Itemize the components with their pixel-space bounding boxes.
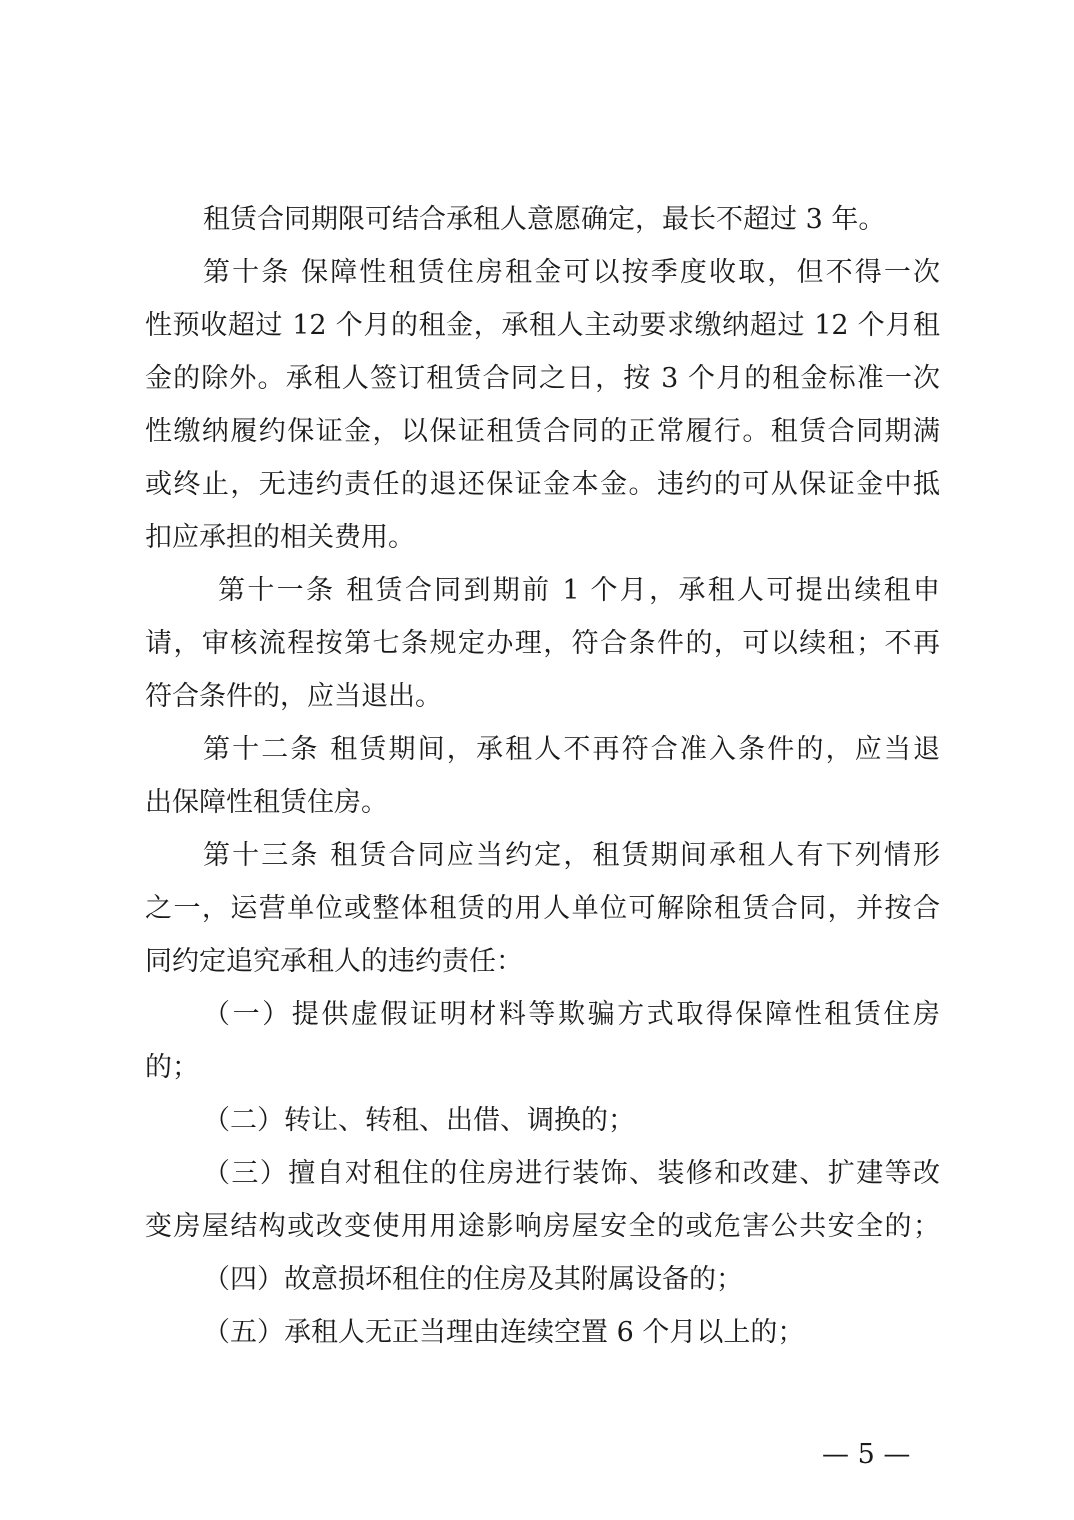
text-line: 第十条 保障性租赁住房租金可以按季度收取，但不得一次 — [203, 257, 940, 288]
text-line: 性缴纳履约保证金，以保证租赁合同的正常履行。租赁合同期满 — [145, 416, 940, 447]
text-line: 请，审核流程按第七条规定办理，符合条件的，可以续租；不再 — [145, 628, 940, 659]
text-line: 符合条件的，应当退出。 — [145, 681, 442, 712]
text-line: （五）承租人无正当理由连续空置 6 个月以上的； — [203, 1317, 805, 1348]
text-line: 出保障性租赁住房。 — [145, 787, 388, 818]
text-line: 之一，运营单位或整体租赁的用人单位可解除租赁合同，并按合 — [145, 893, 940, 924]
text-line: （三）擅自对租住的住房进行装饰、装修和改建、扩建等改 — [203, 1158, 940, 1189]
text-line: 第十一条 租赁合同到期前 1 个月，承租人可提出续租申 — [218, 575, 940, 606]
text-line: 性预收超过 12 个月的租金，承租人主动要求缴纳超过 12 个月租 — [145, 310, 940, 341]
text-line: 或终止，无违约责任的退还保证金本金。违约的可从保证金中抵 — [145, 469, 940, 500]
text-line: 第十三条 租赁合同应当约定，租赁期间承租人有下列情形 — [203, 840, 940, 871]
text-line: 金的除外。承租人签订租赁合同之日，按 3 个月的租金标准一次 — [145, 363, 940, 394]
text-line: 第十二条 租赁期间，承租人不再符合准入条件的，应当退 — [203, 734, 940, 765]
text-line: （四）故意损坏租住的住房及其附属设备的； — [203, 1264, 743, 1295]
text-line: 租赁合同期限可结合承租人意愿确定，最长不超过 3 年。 — [203, 204, 886, 235]
page-number: — 5 — — [822, 1439, 911, 1470]
text-line: 同约定追究承租人的违约责任： — [145, 946, 523, 977]
text-line: 的； — [145, 1052, 199, 1083]
text-line: （二）转让、转租、出借、调换的； — [203, 1105, 635, 1136]
text-line: 变房屋结构或改变使用用途影响房屋安全的或危害公共安全的； — [145, 1211, 940, 1242]
text-line: 扣应承担的相关费用。 — [145, 522, 415, 553]
text-line: （一）提供虚假证明材料等欺骗方式取得保障性租赁住房 — [203, 999, 940, 1030]
